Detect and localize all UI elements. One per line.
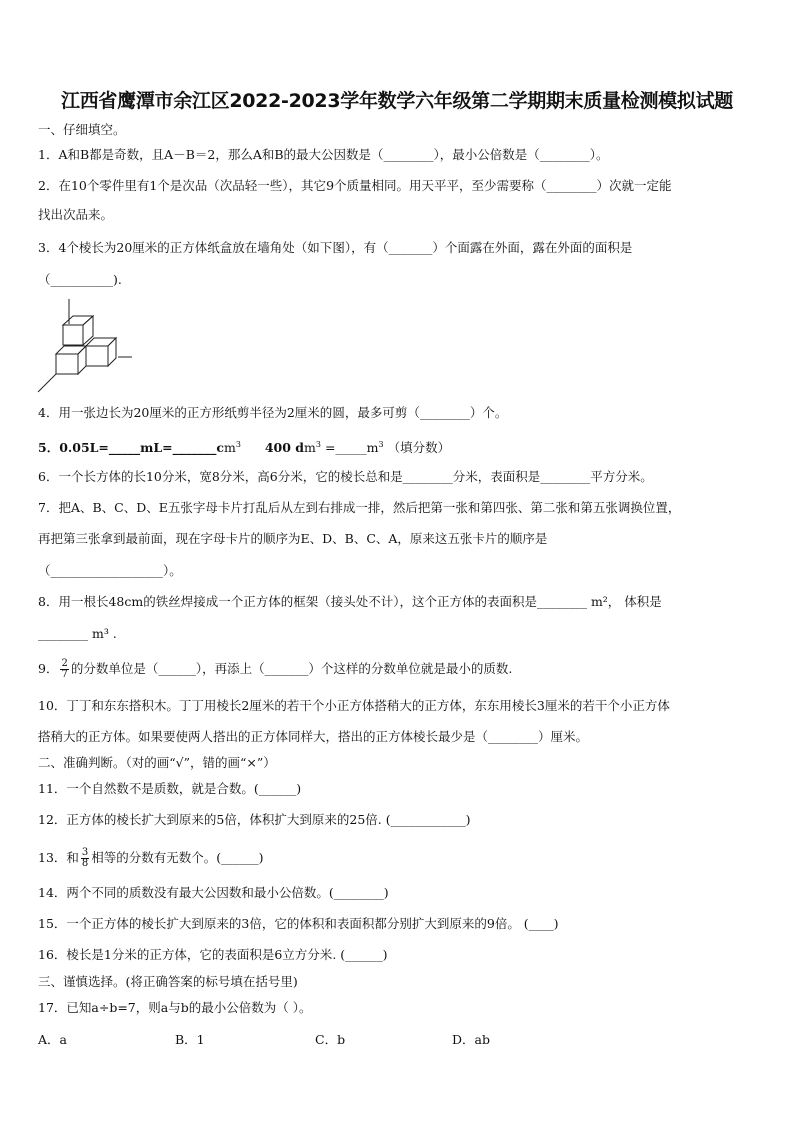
- question-3-line-1: 3．4个棱长为20厘米的正方体纸盒放在墙角处（如下图），有（_______）个面露在外面，露在外面的面积是: [38, 240, 633, 255]
- q9-numerator: 2: [61, 658, 68, 669]
- q13-text: 相等的分数有无数个。(______): [91, 850, 264, 865]
- section-heading-2: 二、准确判断。（对的画“√”，错的画“×”）: [38, 755, 276, 770]
- q17-option-a: A．a: [38, 1032, 67, 1047]
- question-16: 16．棱长是1分米的正方体，它的表面积是6立方分米. (______): [38, 947, 388, 962]
- q13-fraction: [81, 848, 89, 869]
- section-heading-1: 一、仔细填空。: [38, 122, 126, 137]
- q5-part-1: 5．0.05L=_____mL=_______c: [38, 440, 225, 456]
- cube-bottom-left: [56, 346, 86, 374]
- section-heading-3: 三、谨慎选择。(将正确答案的标号填在括号里): [38, 974, 298, 989]
- question-9: [38, 659, 512, 680]
- question-10-line-1: 10．丁丁和东东搭积木。丁丁用棱长2厘米的若干个小正方体搭稍大的正方体，东东用棱长3厘米的若干个小正方体: [38, 698, 670, 713]
- question-8-line-1: 8．用一根长48cm的铁丝焊接成一个正方体的框架（接头处不计），这个正方体的表面积是________ m²， 体积是: [38, 594, 662, 609]
- question-4: 4．用一张边长为20厘米的正方形纸剪半径为2厘米的圆，最多可剪（________）个。: [38, 405, 508, 420]
- q5-unit-1: m: [224, 440, 236, 456]
- question-5: [38, 436, 450, 457]
- q9-fraction: [60, 659, 68, 680]
- question-2-line-1: 2．在10个零件里有1个是次品（次品轻一些），其它9个质量相同。用天平平，至少需要称（________）次就一定能: [38, 178, 672, 193]
- question-8-line-2: ________ m³ .: [38, 626, 117, 641]
- q5-sup-3: 3: [378, 440, 384, 449]
- q17-option-c: C．b: [315, 1032, 346, 1047]
- question-3-line-2: （__________).: [38, 272, 122, 287]
- question-14: 14．两个不同的质数没有最大公因数和最小公倍数。(________): [38, 885, 389, 900]
- question-7-line-1: 7．把A、B、C、D、E五张字母卡片打乱后从左到右排成一排，然后把第一张和第四张、第二张和第五张调换位置，: [38, 500, 681, 515]
- question-7-line-3: （__________________）。: [38, 563, 182, 578]
- cube-bottom-right: [86, 338, 116, 366]
- q13-denominator: 8: [81, 858, 89, 869]
- q17-option-b: B．1: [175, 1032, 205, 1047]
- cube-corner-figure: [36, 296, 136, 396]
- floor-edge-line: [38, 374, 56, 392]
- question-1: 1．A和B都是奇数，且A－B＝2，那么A和B的最大公因数是（________），最小公倍数是（________）。: [38, 147, 609, 162]
- q17-option-d: D．ab: [452, 1032, 490, 1047]
- q5-unit-3: m: [366, 440, 379, 456]
- question-7-line-2: 再把第三张拿到最前面，现在字母卡片的顺序为E、D、B、C、A，原来这五张卡片的顺序是: [38, 531, 548, 546]
- q9-denominator: 7: [61, 669, 68, 680]
- q5-part-3: =_____: [324, 440, 367, 456]
- question-2-line-2: 找出次品来。: [38, 207, 114, 222]
- question-17: 17．已知a÷b=7，则a与b的最小公倍数为（ ）。: [38, 1000, 312, 1015]
- page-title: 江西省鹰潭市余江区2022-2023学年数学六年级第二学期期末质量检测模拟试题: [61, 90, 733, 112]
- q5-part-2: 400 d: [264, 440, 304, 456]
- cube-top: [63, 316, 93, 345]
- question-10-line-2: 搭稍大的正方体。如果要使两人搭出的正方体同样大，搭出的正方体棱长最少是（________）厘米。: [38, 729, 589, 744]
- question-13: [38, 848, 264, 869]
- q13-prefix: 13．和: [38, 850, 79, 865]
- q9-text: 的分数单位是（______），再添上（_______）个这样的分数单位就是最小的质数.: [70, 661, 513, 676]
- q5-part-4: （填分数）: [387, 440, 451, 456]
- q5-sup-1: 3: [235, 440, 241, 449]
- q9-prefix: 9．: [38, 661, 59, 676]
- question-15: 15．一个正方体的棱长扩大到原来的3倍，它的体积和表面积都分别扩大到原来的9倍。 (____): [38, 916, 559, 931]
- question-6: 6．一个长方体的长10分米，宽8分米，高6分米，它的棱长总和是________分米，表面积是________平方分米。: [38, 469, 653, 484]
- question-12: 12．正方体的棱长扩大到原来的5倍，体积扩大到原来的25倍. (____________): [38, 812, 471, 827]
- q13-numerator: 3: [81, 847, 89, 858]
- question-11: 11．一个自然数不是质数，就是合数。(______): [38, 781, 302, 796]
- q5-sup-2: 3: [315, 440, 321, 449]
- q5-unit-2: m: [304, 440, 316, 456]
